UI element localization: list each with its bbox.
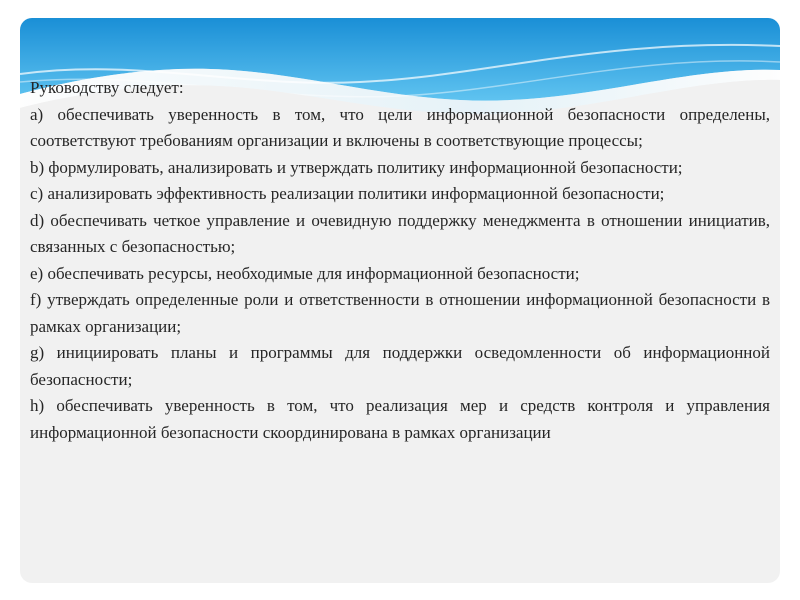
- list-item-g: g) инициировать планы и программы для поддержки осведомленности об информационной безопасности;: [30, 343, 770, 389]
- list-item-e: e) обеспечивать ресурсы, необходимые для информационной безопасности;: [30, 263, 580, 283]
- list-item-h: h) обеспечивать уверенность в том, что реализация мер и средств контроля и управления информационной безопасности скоординирована в рамках организации: [30, 396, 770, 442]
- list-item-d: d) обеспечивать четкое управление и очевидную поддержку менеджмента в отношении инициатив, связанных с безопасностью;: [30, 210, 770, 256]
- text-body: [30, 75, 770, 446]
- content-card: [20, 18, 780, 583]
- list-item-c: c) анализировать эффективность реализации политики информационной безопасности;: [30, 184, 665, 203]
- intro-text: Руководству следует:: [30, 78, 184, 97]
- list-item-f: f) утверждать определенные роли и ответственности в отношении информационной безопасности в рамках организации;: [30, 290, 770, 336]
- list-item-b: b) формулировать, анализировать и утверждать политику информационной безопасности;: [30, 157, 683, 177]
- list-item-a: a) обеспечивать уверенность в том, что цели информационной безопасности определены, соответствуют требованиям организации и включены в соответствующие процессы;: [30, 104, 770, 150]
